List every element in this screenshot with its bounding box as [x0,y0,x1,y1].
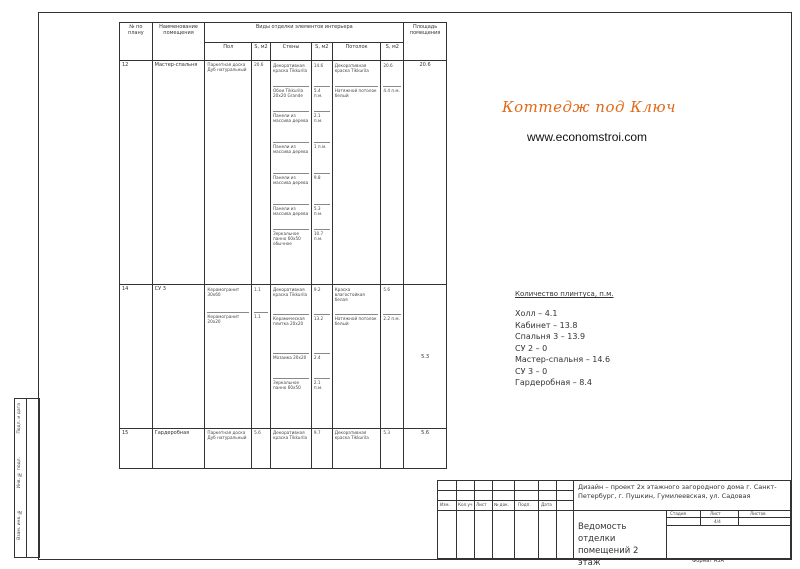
ceiling-s: 2.2 п.м. [383,314,401,341]
row-ceiling-s [381,285,404,429]
wall-s: 5.4 п.м. [314,86,330,111]
th-s3: S, м2 [381,43,404,61]
plinth-block [515,290,635,389]
row-floor-s: 5.6 [252,429,271,469]
row-floor: Паркетная доска Дуб натуральный [205,429,252,469]
stamp-col-izm: Изм. [440,502,450,507]
th-area: Площадь помещения [404,23,447,61]
wall-s: 14.6 [313,63,324,68]
floor-item: Керамогранит 30х60 [207,287,240,297]
wall-item: Зеркальное панно 60х50 обычное [273,229,309,260]
stamp-stage-label: Стадия [670,511,687,516]
row-ceiling: Декоративная краска Tikkurila [332,429,381,469]
row-num: 12 [120,61,153,285]
wall-item: Панели из массива дерева [273,111,309,142]
floor-s: 1.1 [254,312,268,339]
wall-item: Мозаика 20х20 [273,353,309,378]
row-walls: Декоративная краска Tikkurila [271,429,312,469]
row-walls-s [311,285,332,429]
table-row [120,285,447,429]
row-floor: Паркетная доска Дуб натуральный [205,61,252,285]
wall-item: Обои Tikkurila 20х20 Grande [273,86,309,111]
row-ceiling [332,285,381,429]
wall-item: Декоративная краска Tikkurila [273,63,308,73]
wall-s: 2.1 п.м. [314,378,330,403]
plinth-item: Спальня 3 – 13.9 [515,332,586,341]
table-row [120,61,447,285]
wall-s: 1 п.м. [314,142,330,173]
row-num: 14 [120,285,153,429]
floor-s: 1.1 [254,287,261,292]
ceiling-item: Декоративная краска Tikkurila [334,63,369,73]
wall-s: 9.8 [314,173,330,204]
row-name: Гардеробная [152,429,205,469]
row-walls [271,285,312,429]
wall-item: Зеркальное панно 60х50 [273,378,309,403]
row-name: СУ 3 [152,285,205,429]
brand-url: www.economstroi.com [527,130,648,144]
stamp-sheet-value: 4/4 [714,519,721,524]
stamp-project: Дизайн – проект 2х этажного загородного дома г. Санкт-Петербург, г. Пушкин, Гумилеевская, ул. Садовая [578,483,777,500]
plinth-item: Мастер-спальня – 14.6 [515,355,611,364]
th-group: Виды отделки элементов интерьера [205,23,404,43]
finishing-schedule-table [119,22,447,469]
plinth-title: Количество плинтуса, п.м. [515,290,614,298]
row-name: Мастер-спальня [152,61,205,285]
th-s2: S, м2 [311,43,332,61]
th-num: № по плану [120,23,153,61]
wall-item: Панели из массива дерева [273,173,309,204]
floor-item: Керамогранит 20х20 [207,312,249,339]
th-ceiling: Потолок [332,43,381,61]
row-ceiling [332,61,381,285]
row-walls [271,61,312,285]
ceiling-s: 20.6 [383,63,393,68]
stamp-col-list: Лист [476,502,487,507]
side-label-replace: Взам. инв. № [17,509,22,540]
side-strip [14,398,40,558]
side-label-signature: Подп. и дата [17,403,22,434]
row-num: 15 [120,429,153,469]
wall-s: 9.2 [313,287,321,292]
th-walls: Стены [271,43,312,61]
wall-item: Керамическая плитка 20х20 [273,314,309,353]
ceiling-s: 4.4 п.м. [383,86,401,111]
th-s1: S, м2 [252,43,271,61]
wall-s: 13.2 [314,314,330,353]
row-area: 5.6 [404,429,447,469]
row-floor [205,285,252,429]
row-floor-s: 20.6 [252,61,271,285]
ceiling-item: Краска влагостойкая белая [334,287,365,302]
wall-item: Панели из массива дерева [273,142,309,173]
brand-title: Коттедж под Ключ [502,98,676,116]
row-floor-s [252,285,271,429]
stamp-col-koluch: Кол.уч [458,502,473,507]
row-ceiling-s: 5.3 [381,429,404,469]
row-area: 5.3 [404,285,447,429]
table-row [120,429,447,469]
plinth-item: Холл – 4.1 [515,309,558,318]
stamp-format: Формат А3А [692,558,724,564]
plinth-item: СУ 2 – 0 [515,343,548,353]
ceiling-s: 5.6 [383,287,391,292]
ceiling-item: Натяжной потолок белый [335,86,379,111]
stamp-col-date: Дата [541,502,552,507]
row-walls-s: 9.7 [311,429,332,469]
wall-s: 2.4 [314,353,330,378]
plinth-item: СУ 3 – 0 [515,366,548,376]
stamp-title: Ведомость отделки помещений 2 этаж [578,522,639,568]
th-name: Наименование помещения [152,23,205,61]
wall-s: 2.1 п.м. [314,111,330,142]
wall-item: Панели из массива дерева [273,204,309,229]
row-ceiling-s [381,61,404,285]
ceiling-item: Натяжной потолок белый [335,314,379,341]
th-floor: Пол [205,43,252,61]
plinth-item: Кабинет – 13.8 [515,320,578,330]
plinth-item: Гардеробная – 8.4 [515,378,592,387]
wall-s: 5.3 п.м. [314,204,330,229]
side-label-inv: Инв. № подл. [17,457,22,489]
stamp-col-doc: № док. [494,502,510,507]
stamp-sheets-label: Листов [750,511,766,516]
row-area: 20.6 [404,61,447,285]
stamp-sheet-label: Лист [710,511,721,516]
row-walls-s [311,61,332,285]
wall-s: 10.7 п.м. [314,229,330,260]
wall-item: Декоративная краска Tikkurila [273,287,308,297]
stamp-col-sign: Подп. [518,502,531,507]
